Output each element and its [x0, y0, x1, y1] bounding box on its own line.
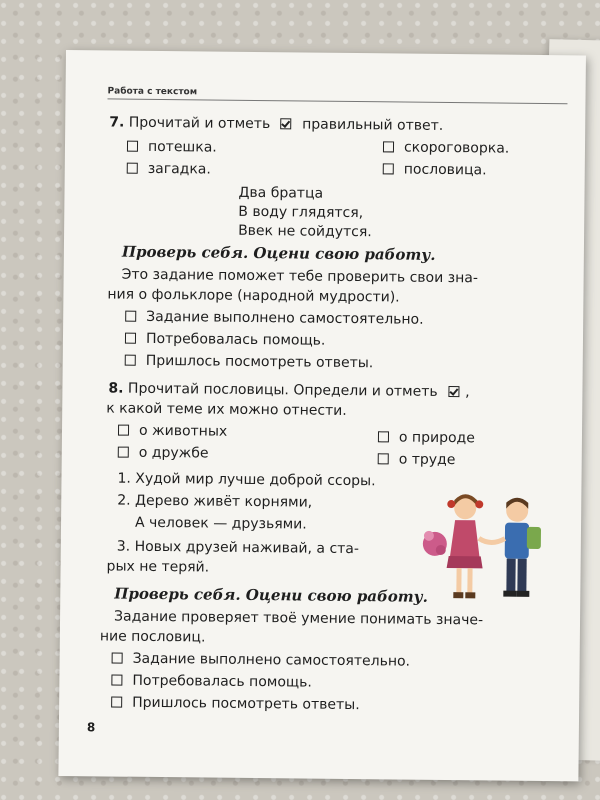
checkbox-icon[interactable] [111, 675, 122, 686]
workbook-page [58, 50, 586, 781]
task8-option[interactable]: о труде [378, 451, 456, 468]
self-check-text: Задание проверяет твоё умение понимать значе- [113, 608, 484, 629]
task8-option[interactable]: о дружбе [118, 445, 209, 462]
task7-number: 7. [109, 114, 125, 131]
checkbox-icon[interactable] [378, 431, 389, 442]
checkbox-icon[interactable] [378, 453, 389, 464]
children-illustration [420, 486, 551, 617]
task7-prompt-after: правильный ответ. [302, 116, 444, 134]
task7-option[interactable]: пословица. [383, 161, 487, 178]
page-number: 8 [86, 720, 96, 735]
task8-option[interactable]: о природе [378, 429, 475, 446]
task7-option[interactable]: скороговорка. [383, 139, 509, 156]
riddle-poem [238, 184, 372, 242]
task8-prompt-line1: Прочитай пословицы. Определи и отметь [127, 380, 438, 400]
self-check-option[interactable]: Пришлось посмотреть ответы. [125, 353, 374, 372]
task8-option[interactable]: о животных [118, 423, 227, 440]
self-check-text: ние пословиц. [99, 628, 206, 646]
checkbox-icon[interactable] [125, 333, 136, 344]
task7-prompt-before: Прочитай и отметь [128, 114, 271, 133]
poem-line: Два братца [238, 184, 324, 202]
checkbox-icon[interactable] [127, 163, 138, 174]
checkmark-icon [281, 118, 292, 129]
holding-hands [479, 538, 505, 542]
page-header: Работа с текстом [107, 86, 567, 104]
self-check-title: Проверь себя. Оцени свою работу. [114, 584, 429, 606]
checkbox-icon[interactable] [111, 697, 122, 708]
proverb: А человек — друзьями. [134, 514, 307, 533]
self-check-text: Это задание поможет тебе проверить свои зна- [121, 266, 479, 287]
proverb: 2. Дерево живёт корнями, [117, 492, 313, 511]
task7-option[interactable]: загадка. [127, 161, 211, 178]
checkbox-icon[interactable] [125, 355, 136, 366]
checkbox-icon[interactable] [125, 311, 136, 322]
task8-number: 8. [108, 380, 124, 397]
task8-prompt: 8. Прочитай пословицы. Определи и отметь , [108, 380, 470, 401]
proverb: 1. Худой мир лучше доброй ссоры. [117, 470, 376, 490]
girl-figure [422, 494, 483, 599]
self-check-option[interactable]: Пришлось посмотреть ответы. [111, 695, 360, 714]
self-check-text: ния о фольклоре (народной мудрости). [107, 286, 400, 306]
poem-line: Ввек не сойдутся. [238, 222, 372, 241]
checkbox-icon[interactable] [383, 163, 394, 174]
task8-prompt-line2: к какой теме их можно отнести. [106, 400, 347, 419]
checkbox-icon[interactable] [127, 141, 138, 152]
checkmark-icon [448, 386, 459, 397]
self-check-option[interactable]: Потребовалась помощь. [111, 673, 312, 691]
proverb: рых не теряй. [106, 558, 210, 576]
checkbox-icon[interactable] [112, 653, 123, 664]
self-check-option[interactable]: Задание выполнено самостоятельно. [112, 651, 411, 670]
proverb: 3. Новых друзей наживай, а ста- [116, 538, 360, 558]
self-check-option[interactable]: Задание выполнено самостоятельно. [125, 309, 424, 328]
poem-line: В воду глядятся, [238, 203, 364, 222]
boy-figure [503, 498, 541, 597]
task7-prompt [109, 114, 443, 133]
self-check-title: Проверь себя. Оцени свою работу. [121, 242, 436, 264]
self-check-option[interactable]: Потребовалась помощь. [125, 331, 326, 349]
checkbox-icon[interactable] [118, 447, 129, 458]
checkbox-icon[interactable] [118, 425, 129, 436]
task7-option[interactable]: потешка. [127, 139, 217, 156]
checkbox-icon[interactable] [383, 141, 394, 152]
